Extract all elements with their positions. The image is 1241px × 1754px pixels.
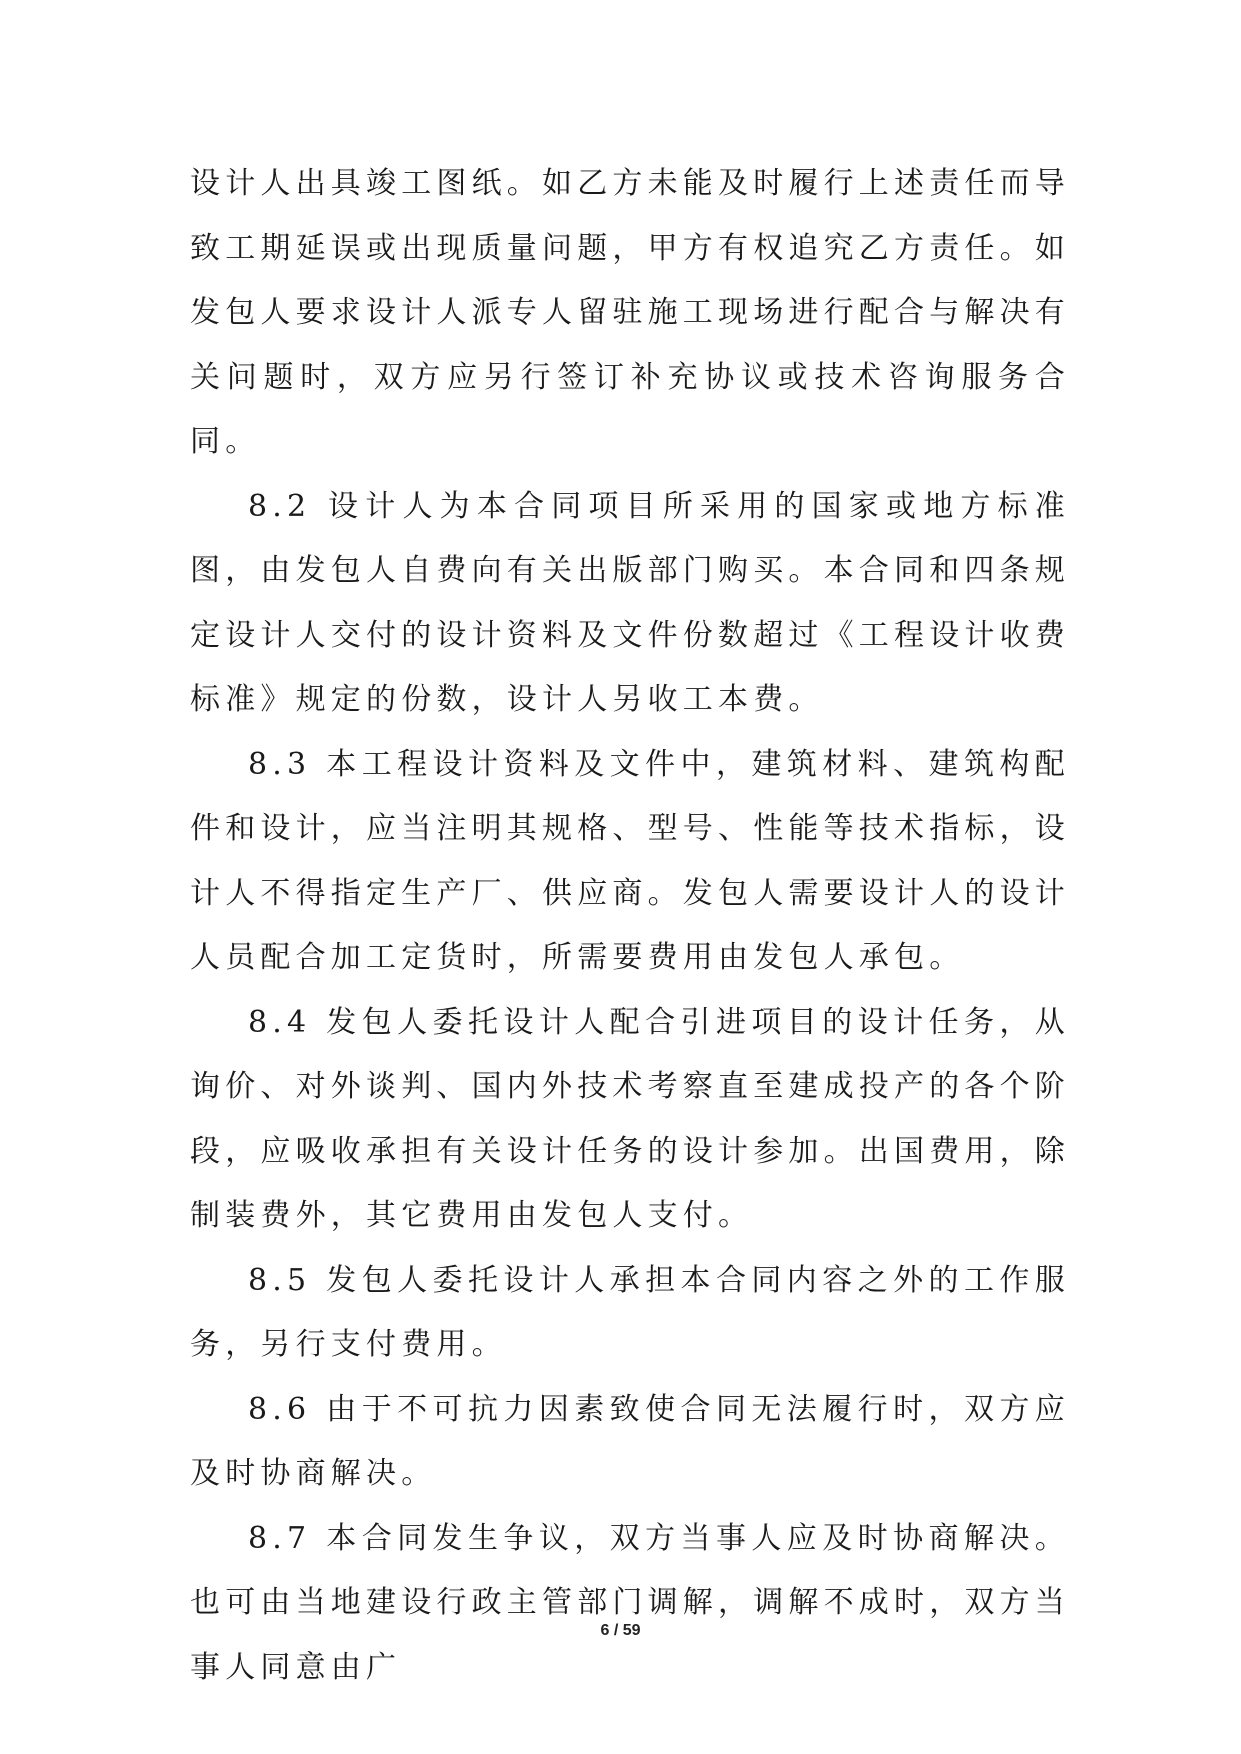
paragraph-8-5: 8.5 发包人委托设计人承担本合同内容之外的工作服务，另行支付费用。 <box>190 1262 1070 1362</box>
paragraph-8-3: 8.3 本工程设计资料及文件中，建筑材料、建筑构配件和设计，应当注明其规格、型号、性能等技术指标，设计人不得指定生产厂、供应商。发包人需要设计人的设计人员配合加工定货时，所需要费用由发包人承包。 <box>190 746 1070 975</box>
paragraph-8-2: 8.2 设计人为本合同项目所采用的国家或地方标准图，由发包人自费向有关出版部门购买。本合同和四条规定设计人交付的设计资料及文件份数超过《工程设计收费标准》规定的份数，设计人另收工本费。 <box>190 488 1070 717</box>
paragraph-8-4: 8.4 发包人委托设计人配合引进项目的设计任务，从询价、对外谈判、国内外技术考察直至建成投产的各个阶段，应吸收承担有关设计任务的设计参加。出国费用，除制装费外，其它费用由发包人支付。 <box>190 1004 1070 1233</box>
page-number: 6 / 59 <box>600 1622 641 1639</box>
paragraph-continuation: 设计人出具竣工图纸。如乙方未能及时履行上述责任而导致工期延误或出现质量问题，甲方有权追究乙方责任。如发包人要求设计人派专人留驻施工现场进行配合与解决有关问题时，双方应另行签订补充协议或技术咨询服务合同。 <box>190 166 1070 459</box>
paragraph-8-6: 8.6 由于不可抗力因素致使合同无法履行时，双方应及时协商解决。 <box>190 1391 1070 1491</box>
paragraph-8-7: 8.7 本合同发生争议，双方当事人应及时协商解决。也可由当地建设行政主管部门调解，调解不成时，双方当事人同意由广 <box>190 1520 1070 1685</box>
document-body <box>190 152 1070 1700</box>
